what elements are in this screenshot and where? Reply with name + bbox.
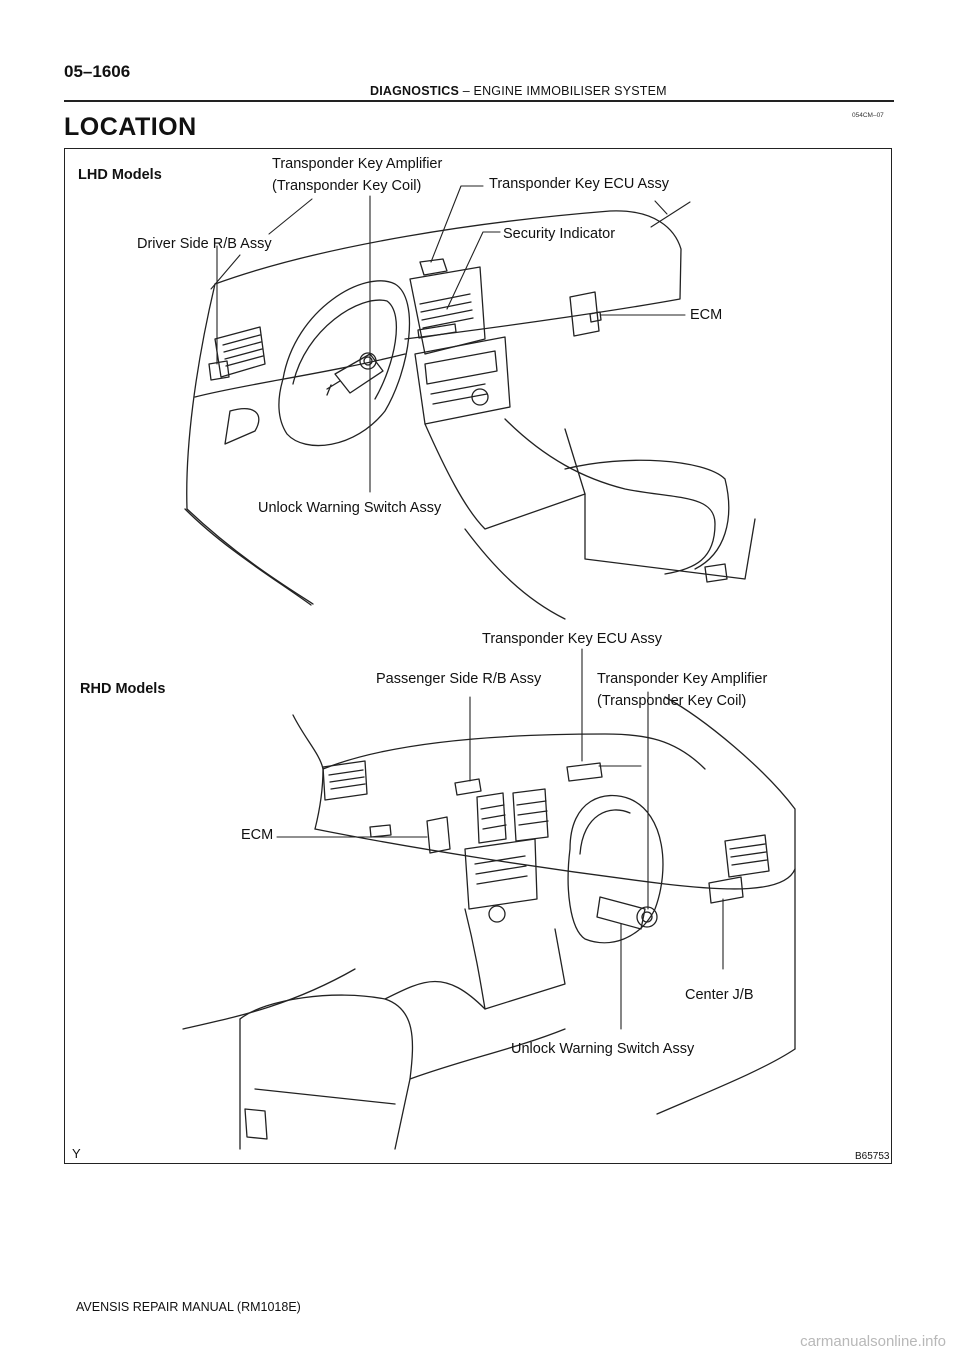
lhd-dashboard-drawing bbox=[185, 211, 755, 619]
rhd-dashboard-drawing bbox=[183, 697, 795, 1149]
rhd-ecm-label: ECM bbox=[241, 827, 274, 843]
lhd-leader-lines bbox=[211, 186, 690, 492]
figure-corner-mark: Y bbox=[72, 1146, 81, 1161]
lhd-amplifier-label-line1: Transponder Key Amplifier bbox=[272, 156, 443, 172]
page-title: LOCATION bbox=[64, 113, 197, 141]
lhd-heading: LHD Models bbox=[78, 167, 162, 183]
lhd-driver-rb-label: Driver Side R/B Assy bbox=[137, 236, 272, 252]
figure-code: B65753 bbox=[855, 1151, 890, 1162]
rhd-center-jb-label: Center J/B bbox=[685, 987, 754, 1003]
rhd-ecu-label: Transponder Key ECU Assy bbox=[482, 631, 662, 647]
rhd-unlock-switch-label: Unlock Warning Switch Assy bbox=[511, 1041, 695, 1057]
lhd-ecu-box bbox=[420, 259, 447, 275]
page-number: 05–1606 bbox=[64, 62, 131, 81]
header-section: DIAGNOSTICS bbox=[370, 84, 460, 98]
rhd-passenger-rb-label: Passenger Side R/B Assy bbox=[376, 671, 542, 687]
lhd-amplifier-label-line2: (Transponder Key Coil) bbox=[272, 178, 422, 194]
lhd-unlock-switch-label: Unlock Warning Switch Assy bbox=[258, 500, 442, 516]
doc-code: 054CM–07 bbox=[852, 112, 884, 119]
footer: AVENSIS REPAIR MANUAL (RM1018E) bbox=[76, 1300, 301, 1314]
lhd-ecu-label: Transponder Key ECU Assy bbox=[489, 176, 669, 192]
watermark: carmanualsonline.info bbox=[800, 1333, 946, 1350]
running-header bbox=[370, 84, 667, 98]
lhd-ecm-label: ECM bbox=[690, 307, 723, 323]
header-subsection: ENGINE IMMOBILISER SYSTEM bbox=[473, 84, 667, 98]
lhd-indicator bbox=[418, 324, 456, 338]
location-figure bbox=[64, 148, 892, 1164]
header-rule bbox=[64, 100, 894, 102]
rhd-amplifier-label-line2: (Transponder Key Coil) bbox=[597, 693, 747, 709]
dashboard-illustration bbox=[65, 149, 893, 1165]
rhd-amplifier-label-line1: Transponder Key Amplifier bbox=[597, 671, 768, 687]
lhd-security-indicator-label: Security Indicator bbox=[503, 226, 616, 242]
rhd-heading: RHD Models bbox=[80, 681, 166, 697]
header-separator: – bbox=[462, 84, 470, 98]
